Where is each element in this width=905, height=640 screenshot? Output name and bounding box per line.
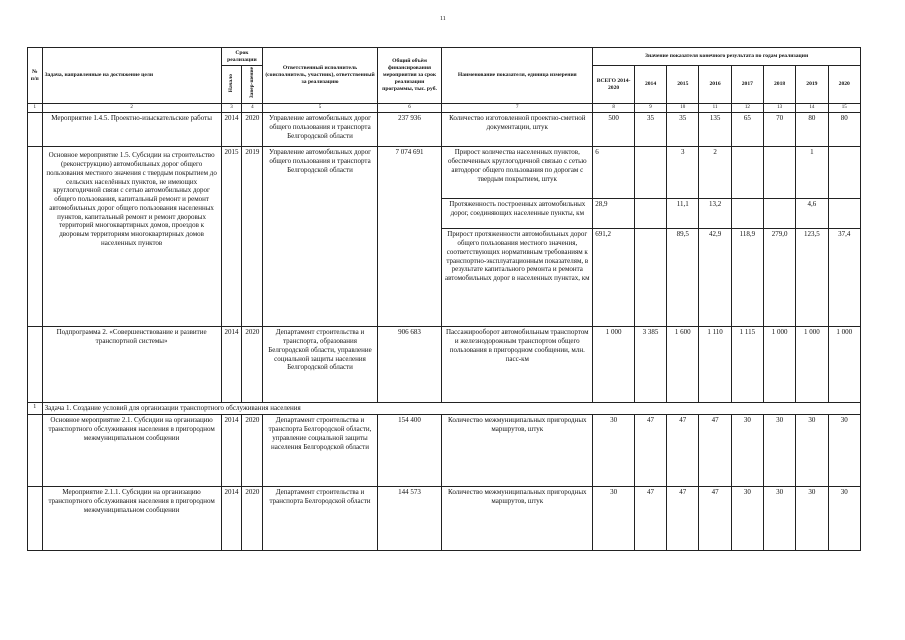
- value-cell: 30: [763, 415, 795, 487]
- value-cell: [763, 147, 795, 199]
- col-index: 1: [28, 104, 43, 113]
- value-cell: 70: [763, 113, 795, 147]
- task-cell: Основное мероприятие 1.5. Субсидии на строительство (реконструкцию) автомобильных дорог общего пользования местного значения с твердым покрытием до сельских населённых пунктов, не имеющих круглогодичной связи с сетью автомобильных дорог общего пользования, капитальный ремонт и ремонт автомобильных дорог общего пользования населенных пунктов, капитальный ремонт и ремонт дворовых территорий многоквартирных домов, проездов к дворовым территориям многоквартирных домов населенных пунктов: [42, 147, 221, 327]
- col-index: 13: [763, 104, 795, 113]
- col-index: 12: [731, 104, 763, 113]
- value-cell: 47: [699, 415, 731, 487]
- value-cell: 30: [593, 487, 635, 551]
- header-year: 2016: [699, 66, 731, 104]
- indicator-cell: Прирост протяженности автомобильных дорог общего пользования местного значения, соответствующих нормативным требованиям к транспортно-эксплуатационным показателям, в результате капитального ремонта и ремонта автомобильных дорог в населенных пунктах, км: [442, 229, 593, 327]
- value-cell: 28,9: [593, 199, 635, 229]
- value-cell: 30: [796, 487, 828, 551]
- value-cell: 37,4: [828, 229, 861, 327]
- value-cell: [828, 199, 861, 229]
- column-index-row: [28, 104, 861, 113]
- start-cell: 2014: [221, 487, 242, 551]
- indicator-cell: Пассажирооборот автомобильным транспортом и железнодорожным транспортом общего пользования в пригородном сообщении, млн. пасс-км: [442, 327, 593, 403]
- value-cell: 1 000: [763, 327, 795, 403]
- value-cell: [634, 229, 666, 327]
- end-cell: 2019: [242, 147, 263, 327]
- value-cell: 30: [763, 487, 795, 551]
- value-cell: [731, 147, 763, 199]
- end-cell: 2020: [242, 327, 263, 403]
- value-cell: 65: [731, 113, 763, 147]
- value-cell: 30: [828, 415, 861, 487]
- col-index: 15: [828, 104, 861, 113]
- table-row: [28, 327, 861, 403]
- value-cell: 123,5: [796, 229, 828, 327]
- funding-cell: 7 074 691: [377, 147, 442, 327]
- table-row: [28, 415, 861, 487]
- start-cell: 2014: [221, 113, 242, 147]
- funding-cell: 154 400: [377, 415, 442, 487]
- start-cell: 2014: [221, 415, 242, 487]
- header-start: Начало: [228, 73, 235, 93]
- value-cell: 500: [593, 113, 635, 147]
- header-year: 2014: [634, 66, 666, 104]
- task-cell: Мероприятие 1.4.5. Проектно-изыскательские работы: [42, 113, 221, 147]
- col-index: 4: [242, 104, 263, 113]
- value-cell: 42,9: [699, 229, 731, 327]
- funding-cell: 144 573: [377, 487, 442, 551]
- value-cell: 30: [828, 487, 861, 551]
- value-cell: 13,2: [699, 199, 731, 229]
- value-cell: 279,0: [763, 229, 795, 327]
- table-row: [28, 113, 861, 147]
- task-cell: Подпрограмма 2. «Совершенствование и развитие транспортной системы»: [42, 327, 221, 403]
- task-num: 1: [28, 403, 43, 415]
- header-period: Срок реализации: [221, 48, 263, 66]
- value-cell: 135: [699, 113, 731, 147]
- header-year: 2018: [763, 66, 795, 104]
- value-cell: 1 000: [593, 327, 635, 403]
- header-year: 2015: [667, 66, 699, 104]
- indicator-cell: Количество межмуниципальных пригородных маршрутов, штук: [442, 415, 593, 487]
- executor-cell: Управление автомобильных дорог общего пользования и транспорта Белгородской области: [263, 113, 378, 147]
- indicator-cell: Протяженность построенных автомобильных дорог, соединяющих населенные пункты, км: [442, 199, 593, 229]
- col-index: 8: [593, 104, 635, 113]
- value-cell: 2: [699, 147, 731, 199]
- value-cell: 30: [731, 487, 763, 551]
- col-index: 2: [42, 104, 221, 113]
- value-cell: [763, 199, 795, 229]
- end-cell: 2020: [242, 487, 263, 551]
- header-year: 2017: [731, 66, 763, 104]
- page-number: 11: [440, 16, 446, 22]
- value-cell: 1 000: [828, 327, 861, 403]
- funding-cell: 906 683: [377, 327, 442, 403]
- start-cell: 2015: [221, 147, 242, 327]
- value-cell: 47: [699, 487, 731, 551]
- value-cell: 35: [634, 113, 666, 147]
- task-cell: Мероприятие 2.1.1. Субсидии на организацию транспортного обслуживания населения в пригородном межмуниципальном сообщении: [42, 487, 221, 551]
- value-cell: 89,5: [667, 229, 699, 327]
- col-index: 7: [442, 104, 593, 113]
- end-cell: 2020: [242, 415, 263, 487]
- value-cell: [828, 147, 861, 199]
- value-cell: 47: [634, 415, 666, 487]
- header-executor: Ответственный исполнитель (соисполнитель, участник), ответственный за реализацию: [263, 48, 378, 104]
- start-cell: 2014: [221, 327, 242, 403]
- header-funding: Общий объём финансирования мероприятия за срок реализации программы, тыс. руб.: [377, 48, 442, 104]
- value-cell: 80: [796, 113, 828, 147]
- task-cell: Основное мероприятие 2.1. Субсидии на организацию транспортного обслуживания населения в пригородном межмуниципальном сообщении: [42, 415, 221, 487]
- header-year: 2019: [796, 66, 828, 104]
- header-total: ВСЕГО 2014-2020: [593, 66, 635, 104]
- funding-cell: 237 936: [377, 113, 442, 147]
- col-index: 11: [699, 104, 731, 113]
- task-title: Задача 1. Создание условий для организации транспортного обслуживания населения: [42, 403, 860, 415]
- value-cell: [634, 147, 666, 199]
- value-cell: 1 600: [667, 327, 699, 403]
- executor-cell: Департамент строительства и транспорта Белгородской области: [263, 487, 378, 551]
- col-index: 14: [796, 104, 828, 113]
- header-indicator: Наименование показателя, единица измерения: [442, 48, 593, 104]
- col-index: 3: [221, 104, 242, 113]
- value-cell: 30: [593, 415, 635, 487]
- value-cell: 1 115: [731, 327, 763, 403]
- value-cell: 11,1: [667, 199, 699, 229]
- header-values-title: Значение показателя конечного результата по годам реализации: [593, 48, 861, 66]
- header-task: Задача, направленные на достижение цели: [42, 48, 221, 104]
- col-index: 10: [667, 104, 699, 113]
- value-cell: 691,2: [593, 229, 635, 327]
- end-cell: 2020: [242, 113, 263, 147]
- indicator-cell: Прирост количества населенных пунктов, обеспеченных круглогодичной связью с сетью автодорог общего пользования по дорогам с твердым покрытием, штук: [442, 147, 593, 199]
- value-cell: 118,9: [731, 229, 763, 327]
- indicator-cell: Количество изготовленной проектно-сметной документации, штук: [442, 113, 593, 147]
- executor-cell: Управление автомобильных дорог общего пользования и транспорта Белгородской области: [263, 147, 378, 327]
- table-row: [28, 487, 861, 551]
- value-cell: 47: [634, 487, 666, 551]
- value-cell: 35: [667, 113, 699, 147]
- value-cell: [731, 199, 763, 229]
- table-row: [28, 147, 861, 199]
- value-cell: 4,6: [796, 199, 828, 229]
- value-cell: 6: [593, 147, 635, 199]
- value-cell: 1 110: [699, 327, 731, 403]
- value-cell: 30: [796, 415, 828, 487]
- executor-cell: Департамент строительства и транспорта Белгородской области, управление социальной защиты населения Белгородской области: [263, 415, 378, 487]
- col-index: 5: [263, 104, 378, 113]
- indicators-table: [27, 47, 861, 551]
- task-header-row: [28, 403, 861, 415]
- value-cell: 30: [731, 415, 763, 487]
- value-cell: 1 000: [796, 327, 828, 403]
- col-index: 6: [377, 104, 442, 113]
- value-cell: 3 385: [634, 327, 666, 403]
- executor-cell: Департамент строительства и транспорта, образования Белгородской области, управление социальной защиты населения Белгородской области: [263, 327, 378, 403]
- value-cell: [634, 199, 666, 229]
- value-cell: 80: [828, 113, 861, 147]
- value-cell: 3: [667, 147, 699, 199]
- value-cell: 47: [667, 415, 699, 487]
- value-cell: 47: [667, 487, 699, 551]
- col-index: 9: [634, 104, 666, 113]
- header-end: Завер-шение: [248, 67, 255, 99]
- value-cell: 1: [796, 147, 828, 199]
- header-num: № п/п: [28, 48, 43, 104]
- header-year: 2020: [828, 66, 861, 104]
- indicator-cell: Количество межмуниципальных пригородных маршрутов, штук: [442, 487, 593, 551]
